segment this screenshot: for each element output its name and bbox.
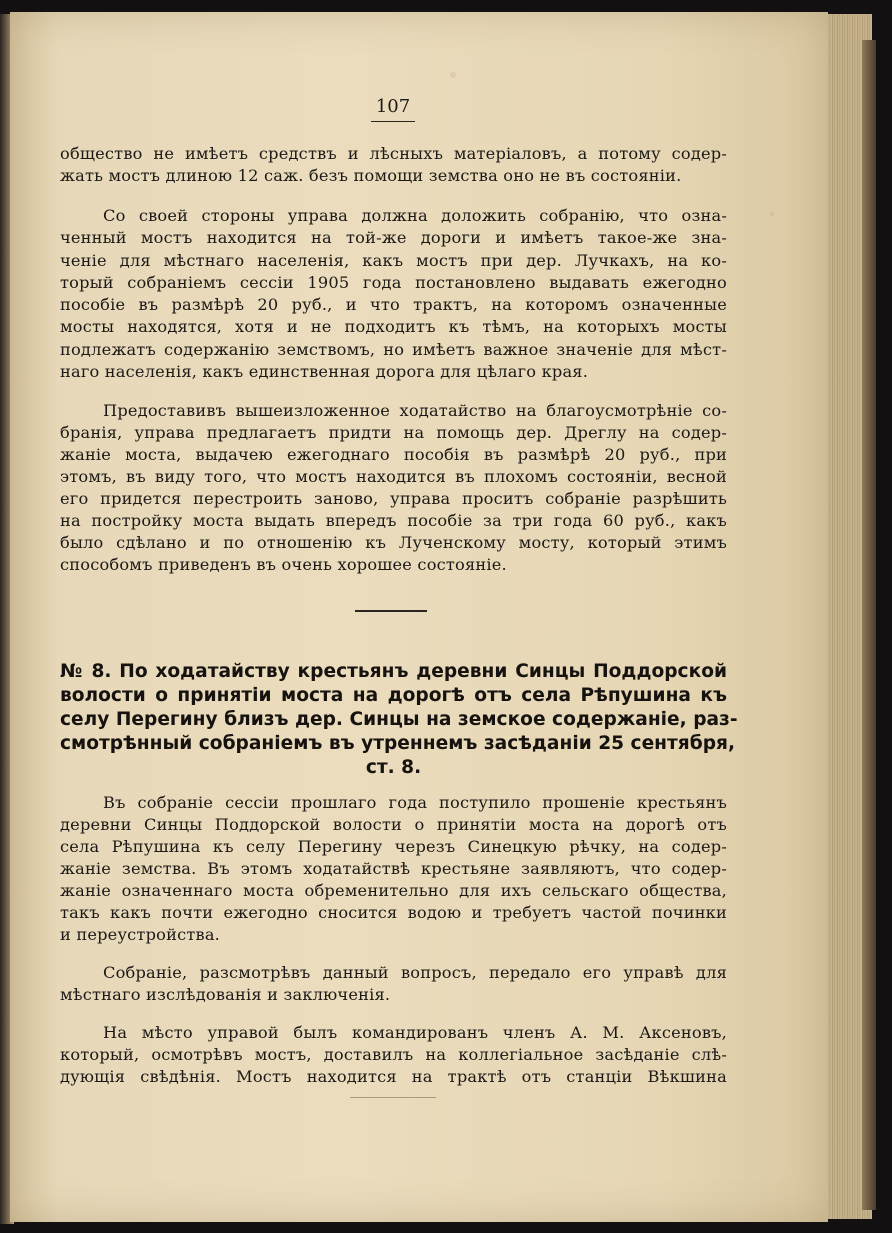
text-line: его придется перестроить заново, управа проситъ собраніе разрѣшить <box>60 489 727 508</box>
text-line: было сдѣлано и по отношенію къ Лученскому мосту, который этимъ <box>60 533 727 552</box>
text-line: на постройку моста выдать впередъ пособіе за три года 60 руб., какъ <box>60 511 727 530</box>
page-number-rule <box>371 121 415 122</box>
section-divider <box>355 610 427 612</box>
section-heading-line: смотрѣнный собраніемъ въ утреннемъ засѣданіи 25 сентября, <box>60 733 736 754</box>
text-line: дующія свѣдѣнія. Мостъ находится на трактѣ отъ станціи Вѣкшина <box>60 1067 727 1086</box>
text-line: наго населенія, какъ единственная дорога для цѣлаго края. <box>60 362 589 381</box>
text-line: бранія, управа предлагаетъ придти на помощь дер. Дреглу на содер- <box>60 423 727 442</box>
text-line: жать мостъ длиною 12 саж. безъ помощи земства оно не въ состояніи. <box>60 166 682 185</box>
text-line: способомъ приведенъ въ очень хорошее состояніе. <box>60 555 507 574</box>
section-heading-line: волости о принятіи моста на дорогѣ отъ села Рѣпушина къ <box>60 685 727 706</box>
text-line: На мѣсто управой былъ командированъ членъ А. М. Аксеновъ, <box>103 1023 727 1042</box>
section-heading-line: селу Перегину близъ дер. Синцы на земское содержаніе, раз- <box>60 709 738 730</box>
text-line: мѣстнаго изслѣдованія и заключенія. <box>60 985 391 1004</box>
text-line: общество не имѣетъ средствъ и лѣсныхъ матеріаловъ, а потому содер- <box>60 144 727 163</box>
bottom-rule <box>350 1097 436 1098</box>
text-line: Предоставивъ вышеизложенное ходатайство на благоусмотрѣніе со- <box>103 401 727 420</box>
paper-stain <box>450 72 456 78</box>
text-line: ченіе для мѣстнаго населенія, какъ мостъ при дер. Лучкахъ, на ко- <box>60 251 727 270</box>
page-number: 107 <box>375 96 411 117</box>
text-line: села Рѣпушина къ селу Перегину черезъ Синецкую рѣчку, на содер- <box>60 837 727 856</box>
text-line: торый собраніемъ сессіи 1905 года постановлено выдавать ежегодно <box>60 273 727 292</box>
text-line: подлежатъ содержанію земствомъ, но имѣетъ важное значеніе для мѣст- <box>60 340 727 359</box>
section-heading-line: № 8. По ходатайству крестьянъ деревни Синцы Поддорской <box>60 661 727 682</box>
text-line: ченный мостъ находится на той-же дороги и имѣетъ такое-же зна- <box>60 228 727 247</box>
text-line: жаніе земства. Въ этомъ ходатайствѣ крестьяне заявляютъ, что содер- <box>60 859 727 878</box>
text-line: мосты находятся, хотя и не подходитъ къ тѣмъ, на которыхъ мосты <box>60 317 727 336</box>
text-line: который, осмотрѣвъ мостъ, доставилъ на коллегіальное засѣданіе слѣ- <box>60 1045 727 1064</box>
text-line: жаніе означеннаго моста обременительно для ихъ сельскаго общества, <box>60 881 727 900</box>
text-line: такъ какъ почти ежегодно сносится водою и требуетъ частой починки <box>60 903 727 922</box>
text-line: этомъ, въ виду того, что мостъ находится въ плохомъ состояніи, весной <box>60 467 727 486</box>
text-line: пособіе въ размѣрѣ 20 руб., и что трактъ, на которомъ означенные <box>60 295 727 314</box>
section-heading-line: ст. 8. <box>365 757 422 778</box>
text-line: Въ собраніе сессіи прошлаго года поступило прошеніе крестьянъ <box>103 793 727 812</box>
text-line: и переустройства. <box>60 925 221 944</box>
text-line: деревни Синцы Поддорской волости о принятіи моста на дорогѣ отъ <box>60 815 727 834</box>
paper-stain <box>770 212 774 216</box>
text-line: Собраніе, разсмотрѣвъ данный вопросъ, передало его управѣ для <box>103 963 727 982</box>
text-line: Со своей стороны управа должна доложить собранію, что озна- <box>103 206 727 225</box>
page-edges-shadow <box>862 40 876 1210</box>
text-line: жаніе моста, выдачею ежегоднаго пособія въ размѣрѣ 20 руб., при <box>60 445 727 464</box>
